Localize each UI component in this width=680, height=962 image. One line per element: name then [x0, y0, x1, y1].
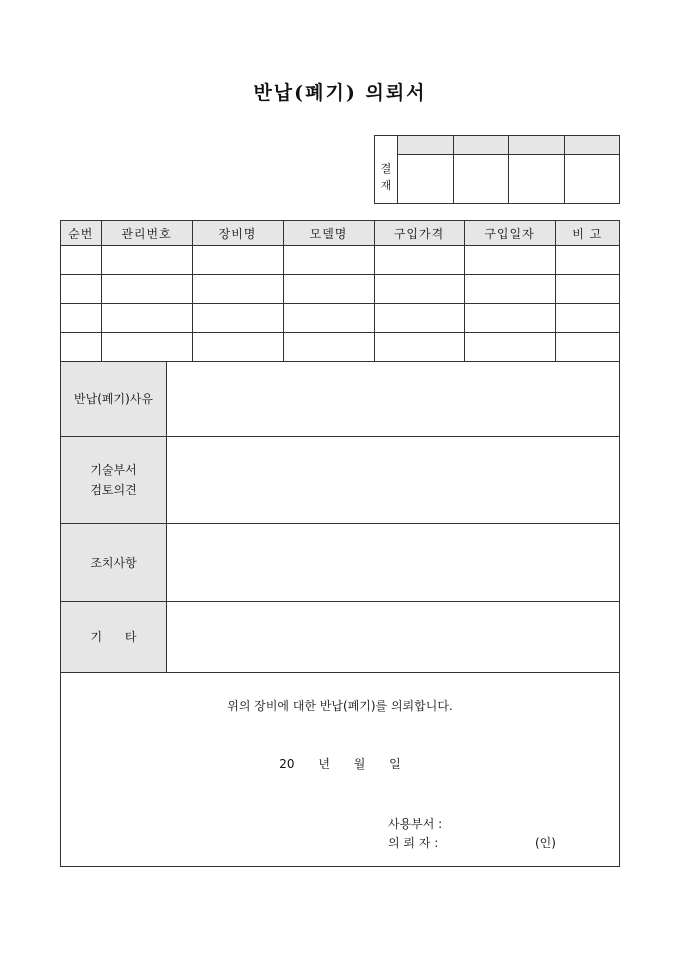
- col-header-mgmt-no: 관리번호: [101, 221, 192, 246]
- approval-box: [374, 135, 620, 204]
- approval-slot-4[interactable]: [565, 136, 620, 203]
- table-cell[interactable]: [374, 333, 464, 362]
- table-cell[interactable]: [283, 246, 374, 275]
- department-label: 사용부서 :: [388, 817, 443, 831]
- table-cell[interactable]: [192, 333, 283, 362]
- col-header-date: 구입일자: [464, 221, 555, 246]
- table-row: [61, 304, 619, 333]
- approval-label-char-1: 결: [380, 161, 392, 175]
- table-cell[interactable]: [283, 275, 374, 304]
- date-month-unit: 월: [353, 757, 366, 771]
- reason-field[interactable]: [167, 362, 619, 436]
- other-section: [61, 602, 619, 673]
- table-cell[interactable]: [61, 246, 101, 275]
- table-cell[interactable]: [464, 246, 555, 275]
- col-header-model: 모델명: [283, 221, 374, 246]
- review-label: [61, 437, 167, 523]
- review-section: [61, 437, 619, 524]
- table-cell[interactable]: [192, 246, 283, 275]
- table-cell[interactable]: [192, 304, 283, 333]
- col-header-price: 구입가격: [374, 221, 464, 246]
- table-cell[interactable]: [374, 304, 464, 333]
- col-header-equipment: 장비명: [192, 221, 283, 246]
- table-cell[interactable]: [61, 304, 101, 333]
- table-header-row: [61, 221, 619, 246]
- table-cell[interactable]: [555, 246, 619, 275]
- request-form: [60, 220, 620, 867]
- date-year-unit: 년: [318, 757, 330, 771]
- reason-section: [61, 362, 619, 437]
- table-cell[interactable]: [283, 304, 374, 333]
- equipment-table: [61, 221, 619, 362]
- review-label-line-2: 검토의견: [90, 483, 137, 497]
- table-cell[interactable]: [61, 333, 101, 362]
- table-cell[interactable]: [101, 275, 192, 304]
- col-header-note: 비 고: [555, 221, 619, 246]
- table-cell[interactable]: [464, 304, 555, 333]
- table-cell[interactable]: [555, 275, 619, 304]
- table-cell[interactable]: [374, 246, 464, 275]
- date-day-unit: 일: [389, 757, 401, 771]
- approval-slot-3[interactable]: [509, 136, 565, 203]
- table-cell[interactable]: [464, 333, 555, 362]
- request-statement: 위의 장비에 대한 반납(폐기)를 의뢰합니다.: [227, 699, 453, 713]
- table-row: [61, 246, 619, 275]
- request-footer: [61, 673, 619, 869]
- table-cell[interactable]: [101, 304, 192, 333]
- seal-label: (인): [535, 836, 556, 850]
- other-label: 기 타: [61, 602, 167, 672]
- review-label-line-1: 기술부서: [90, 463, 137, 477]
- table-row: [61, 333, 619, 362]
- table-cell[interactable]: [192, 275, 283, 304]
- reason-label: 반납(폐기)사유: [61, 362, 167, 436]
- page-title: 반납(폐기) 의뢰서: [253, 82, 427, 104]
- col-header-seq: 순번: [61, 221, 101, 246]
- table-row: [61, 275, 619, 304]
- approval-label-char-2: 재: [380, 178, 392, 192]
- action-section: [61, 524, 619, 602]
- review-field[interactable]: [167, 437, 619, 523]
- table-cell[interactable]: [283, 333, 374, 362]
- table-cell[interactable]: [61, 275, 101, 304]
- action-label: 조치사항: [61, 524, 167, 601]
- table-cell[interactable]: [101, 333, 192, 362]
- requester-label: 의 뢰 자 :: [388, 836, 439, 850]
- table-cell[interactable]: [101, 246, 192, 275]
- action-field[interactable]: [167, 524, 619, 601]
- approval-slot-2[interactable]: [454, 136, 510, 203]
- table-cell[interactable]: [374, 275, 464, 304]
- approval-slot-1[interactable]: [398, 136, 454, 203]
- approval-label: [375, 136, 398, 203]
- table-cell[interactable]: [464, 275, 555, 304]
- table-cell[interactable]: [555, 304, 619, 333]
- request-date: [61, 755, 619, 772]
- table-cell[interactable]: [555, 333, 619, 362]
- date-year-prefix[interactable]: 20: [279, 757, 295, 771]
- other-field[interactable]: [167, 602, 619, 672]
